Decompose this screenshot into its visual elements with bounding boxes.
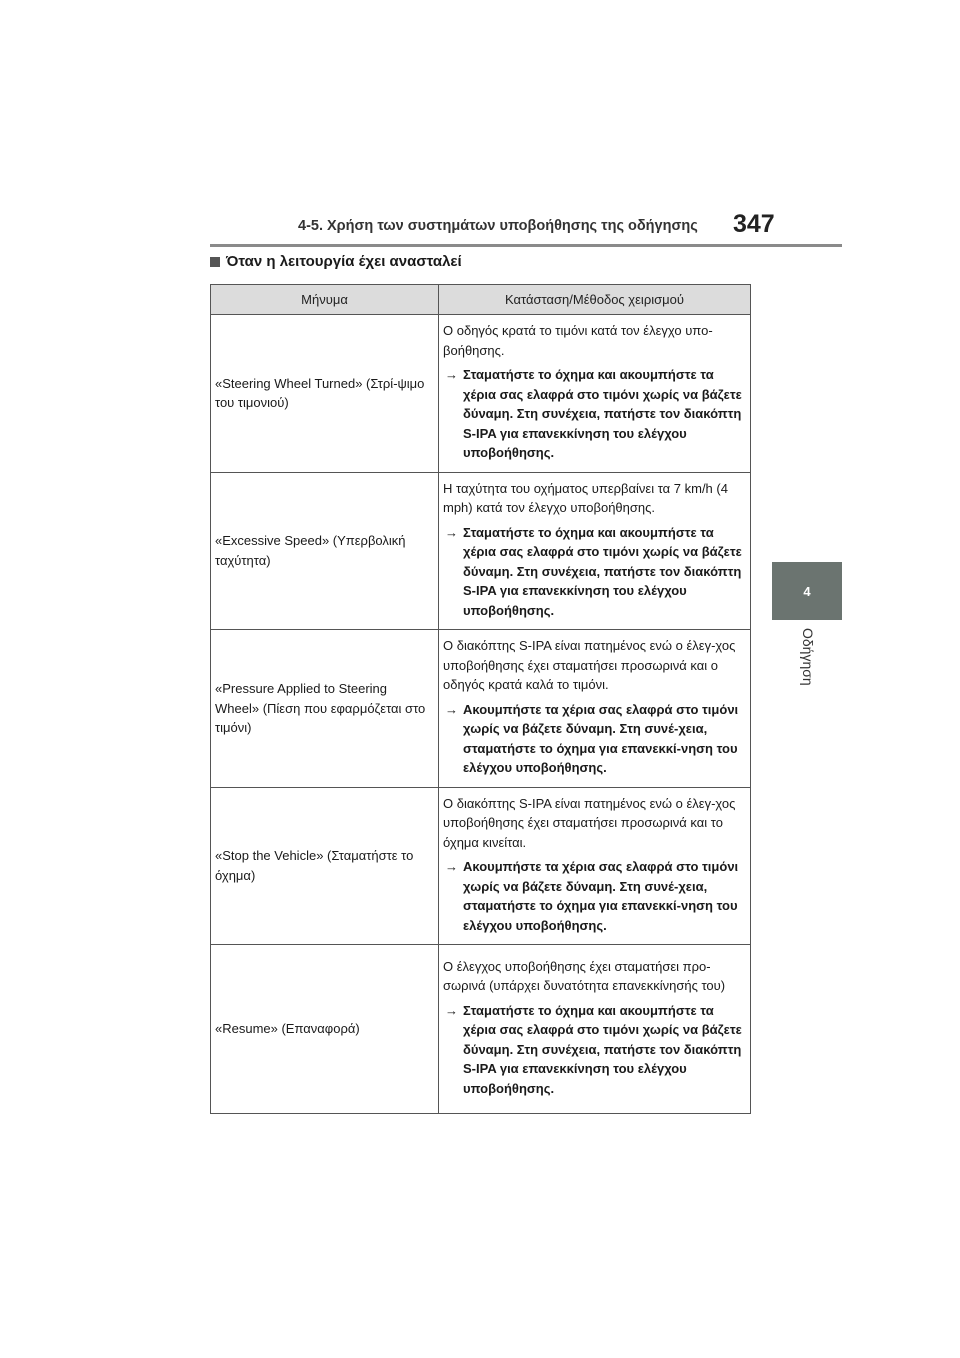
message-cell: «Pressure Applied to Steering Wheel» (Πίεση που εφαρμόζεται στο τιμόνι) <box>211 630 439 788</box>
header-divider <box>210 244 842 247</box>
section-heading <box>210 253 462 270</box>
action-text: Σταματήστε το όχημα και ακουμπήστε τα χέρια σας ελαφρά στο τιμόνι χωρίς να βάζετε δύναμη. Στη συνέχεια, πατήστε τον διακόπτη S-IPA για επανεκκίνηση του ελέγχου υποβοήθησης. <box>463 367 742 460</box>
action-text: Σταματήστε το όχημα και ακουμπήστε τα χέρια σας ελαφρά στο τιμόνι χωρίς να βάζετε δύναμη. Στη συνέχεια, πατήστε τον διακόπτη S-IPA για επανεκκίνηση του ελέγχου υποβοήθησης. <box>463 524 742 618</box>
action-text: Ακουμπήστε τα χέρια σας ελαφρά στο τιμόνι χωρίς να βάζετε δύναμη. Στη συνέ-χεια, σταματήστε το όχημα για επανεκκί-νηση του ελέγχου υποβοήθησης. <box>463 859 739 933</box>
action-instruction <box>443 1001 746 1099</box>
chapter-label: Οδήγηση <box>800 628 816 686</box>
action-instruction <box>443 857 746 935</box>
section-heading-text: Όταν η λειτουργία έχει ανασταλεί <box>226 253 462 270</box>
square-bullet-icon <box>210 257 220 267</box>
status-cell <box>439 472 751 630</box>
message-cell: «Excessive Speed» (Υπερβολική ταχύτητα) <box>211 472 439 630</box>
action-instruction <box>443 523 746 621</box>
arrow-icon: → <box>445 701 458 717</box>
action-text: Σταματήστε το όχημα και ακουμπήστε τα χέρια σας ελαφρά στο τιμόνι χωρίς να βάζετε δύναμη. Στη συνέχεια, πατήστε τον διακόπτη S-IPA για επανεκκίνηση του ελέγχου υποβοήθησης. <box>463 1002 742 1096</box>
status-description: Ο οδηγός κρατά το τιμόνι κατά τον έλεγχο υπο-βοήθησης. <box>443 323 713 358</box>
table-row <box>211 315 751 473</box>
column-header-status: Κατάσταση/Μέθοδος χειρισμού <box>439 285 751 315</box>
chapter-tab <box>772 562 842 620</box>
message-cell: «Resume» (Επαναφορά) <box>211 945 439 1114</box>
message-cell: «Stop the Vehicle» (Σταματήστε το όχημα) <box>211 787 439 945</box>
status-cell <box>439 945 751 1114</box>
action-instruction <box>443 700 746 778</box>
running-header-title: 4-5. Χρήση των συστημάτων υποβοήθησης της οδήγησης <box>298 218 698 234</box>
table-row <box>211 630 751 788</box>
status-description: Ο διακόπτης S-IPA είναι πατημένος ενώ ο έλεγ-χος υποβοήθησης έχει σταματήσει προσωρινά και το όχημα κινείται. <box>443 795 736 850</box>
page-number: 347 <box>733 210 775 238</box>
status-cell <box>439 787 751 945</box>
chapter-number: 4 <box>803 583 811 599</box>
status-cell <box>439 315 751 473</box>
arrow-icon: → <box>445 1002 458 1018</box>
status-cell <box>439 630 751 788</box>
status-description: Ο διακόπτης S-IPA είναι πατημένος ενώ ο έλεγ-χος υποβοήθησης έχει σταματήσει προσωρινά και ο οδηγός κρατά καλά το τιμόνι. <box>443 638 736 692</box>
status-description: Η ταχύτητα του οχήματος υπερβαίνει τα 7 km/h (4 mph) κατά τον έλεγχο υποβοήθησης. <box>443 480 728 515</box>
table-header-row <box>211 285 751 315</box>
table-row <box>211 787 751 945</box>
arrow-icon: → <box>445 859 458 874</box>
arrow-icon: → <box>445 367 458 382</box>
status-description: Ο έλεγχος υποβοήθησης έχει σταματήσει προ-σωρινά (υπάρχει δυνατότητα επανεκκίνησής του) <box>443 958 726 994</box>
table-row <box>211 945 751 1114</box>
message-table <box>210 284 751 1114</box>
action-instruction <box>443 365 746 463</box>
message-cell: «Steering Wheel Turned» (Στρί-ψιμο του τιμονιού) <box>211 315 439 473</box>
column-header-message: Μήνυμα <box>211 285 439 315</box>
arrow-icon: → <box>445 524 458 540</box>
table-row <box>211 472 751 630</box>
action-text: Ακουμπήστε τα χέρια σας ελαφρά στο τιμόνι χωρίς να βάζετε δύναμη. Στη συνέ-χεια, σταματήστε το όχημα για επανεκκί-νηση του ελέγχου υποβοήθησης. <box>463 701 739 775</box>
